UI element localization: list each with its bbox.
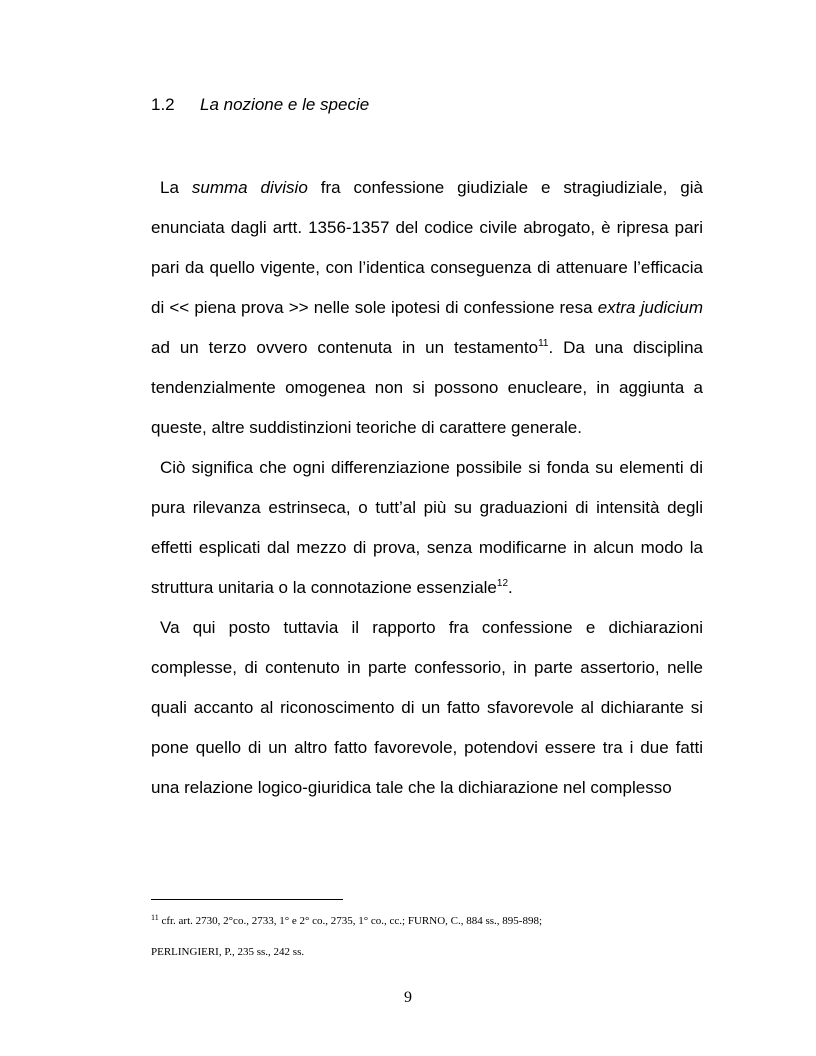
paragraph-1-text-a: fra confessione giudiziale e stragiudiziale, già enunciata dagli artt. 1356-1357 del codice civile abrogato, è ripresa pari pari da quello vigente, con l’identica conseguenza di attenuare l’efficacia di << piena prova >> nelle sole ipotesi di confessione resa — [151, 178, 703, 317]
paragraph-1-lead: La — [160, 178, 192, 197]
paragraph-1-italic-summa-divisio: summa divisio — [191, 178, 308, 197]
page-number: 9 — [404, 989, 412, 1006]
paragraph-2 — [151, 448, 703, 608]
section-title: La nozione e le specie — [200, 95, 370, 114]
footnote-text-1: cfr. art. 2730, 2°co., 2733, 1° e 2° co., 2735, 1° co., cc.; FURNO, C., 884 ss., 895-898; — [158, 915, 543, 927]
section-number: 1.2 — [151, 95, 175, 114]
paragraph-3-text: Va qui posto tuttavia il rapporto fra confessione e dichiarazioni complesse, di contenuto in parte confessorio, in parte assertorio, nelle quali accanto al riconoscimento di un fatto sfavorevole al dichiarante si pone quello di un altro fatto favorevole, potendovi essere tra i due fatti una relazione logico-giuridica tale che la dichiarazione nel complesso — [151, 618, 703, 797]
footnote-ref-11[interactable]: 11 — [538, 338, 549, 349]
footnote-line-2: PERLINGIERI, P., 235 ss., 242 ss. — [151, 946, 305, 958]
paragraph-2-text-a: Ciò significa che ogni differenziazione possibile si fonda su elementi di pura rilevanza estrinseca, o tutt’al più su graduazioni di intensità degli effetti esplicati dal mezzo di prova, senza modificarne in alcun modo la struttura unitaria o la connotazione essenziale — [151, 458, 703, 597]
paragraph-1-text-c: . Da una disciplina tendenzialmente omogenea non si possono enucleare, in aggiunta a queste, altre suddistinzioni teoriche di carattere generale. — [151, 338, 703, 437]
paragraph-3 — [151, 608, 703, 808]
section-heading — [151, 94, 369, 116]
footnote-marker: 11 — [151, 913, 159, 922]
footnote-ref-12[interactable]: 12 — [496, 578, 509, 589]
footnote-11 — [151, 906, 711, 968]
footnote-separator — [151, 899, 343, 900]
paragraph-2-text-b: . — [508, 578, 513, 597]
body-text — [151, 168, 703, 808]
paragraph-1 — [151, 168, 703, 448]
paragraph-1-italic-extra-judicium: extra judicium — [597, 298, 703, 317]
paragraph-1-text-b: ad un terzo ovvero contenuta in un testamento — [151, 338, 539, 357]
footnote-line-1 — [151, 906, 711, 937]
